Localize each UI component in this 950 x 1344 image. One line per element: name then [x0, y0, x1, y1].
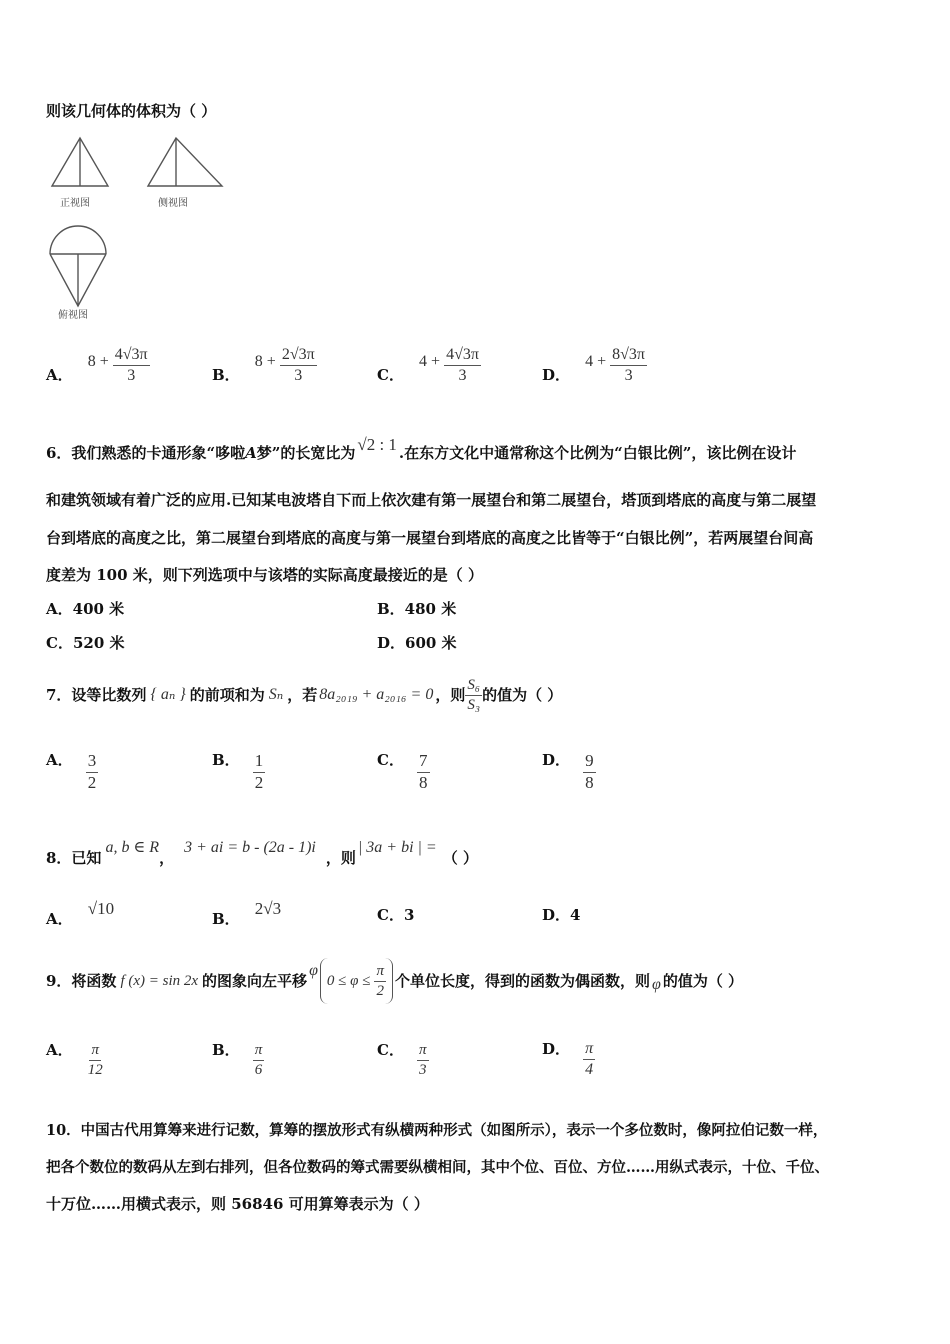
q8-option-c[interactable]: C．3	[377, 906, 415, 924]
front-view	[52, 138, 108, 186]
q7-option-a[interactable]: A． $\frac{3}{2}$	[46, 750, 97, 792]
three-view-figure	[44, 134, 234, 324]
caption-side-view: 侧视图	[158, 198, 188, 209]
q6-option-a[interactable]: A．400 米	[46, 600, 125, 618]
q6-option-c[interactable]: C．520 米	[46, 634, 125, 652]
q5-option-b-fraction: $\frac{2√3\pi}{3}$	[281, 346, 315, 384]
q9-option-b[interactable]: B． $\frac{\pi}{6}$	[212, 1040, 263, 1078]
q9-option-a[interactable]: A． $\frac{\pi}{12}$	[46, 1040, 103, 1078]
q7-condition: 8a₂₀₁₉ + a₂₀₁₆ = 0	[319, 686, 434, 703]
q5-option-c[interactable]: C． 4 + $\frac{4√3\pi}{3}$	[377, 346, 479, 384]
q9-range: 0 ≤ φ ≤ $\frac{\pi}{2}$	[320, 958, 393, 1004]
q6-line-1: 6．我们熟悉的卡通形象“哆啦A梦”的长宽比为 √2 : 1 .在东方文化中通常称这个比例为“白银比例”，该比例在设计	[46, 435, 797, 462]
q9-stem: 9．将函数 f (x) = sin 2x 的图象向左平移 φ 0 ≤ φ ≤ $\frac{\pi}{2}$ 个单位长度，得到的函数为偶函数，则 φ 的值为（ ）	[46, 956, 743, 1006]
caption-front-view: 正视图	[60, 198, 90, 209]
q8-option-a[interactable]: A． √10	[46, 899, 115, 928]
q10-line-2: 把各个数位的数码从左到右排列，但各位数码的筹式需要纵横相间，其中个位、百位、方位……用纵式表示，十位、千位、	[46, 1159, 829, 1176]
q10-line-3: 十万位……用横式表示，则 56846 可用算筹表示为（ ）	[46, 1195, 429, 1213]
q5-option-a-fraction: $\frac{4√3\pi}{3}$	[114, 346, 148, 384]
q7-stem: 7．设等比数列 { aₙ } 的前项和为 Sₙ ，若 8a₂₀₁₉ + a₂₀₁₆ = 0 ，则 $\frac{\text{S₆}}{\text{S₃}}$ 的值为（ ）	[46, 677, 563, 713]
q5-option-c-fraction: $\frac{4√3\pi}{3}$	[446, 346, 479, 384]
q7-ratio: $\frac{\text{S₆}}{\text{S₃}}$	[467, 677, 481, 713]
q5-option-b[interactable]: B． 8 + $\frac{2√3\pi}{3}$	[212, 346, 315, 384]
q6-line-4: 度差为 100 米，则下列选项中与该塔的实际高度最接近的是（ ）	[46, 566, 483, 584]
q8-option-d[interactable]: D．4	[542, 906, 581, 924]
q7-option-d[interactable]: D． $\frac{9}{8}$	[542, 750, 594, 792]
q9-option-d[interactable]: D． $\frac{\pi}{4}$	[542, 1039, 594, 1078]
q5-stem: 则该几何体的体积为（ ）	[46, 102, 217, 120]
q9-function: f (x) = sin 2x	[120, 972, 199, 989]
q7-option-b[interactable]: B． $\frac{1}{2}$	[212, 750, 264, 792]
q5-option-d-fraction: $\frac{8√3\pi}{3}$	[612, 346, 645, 384]
q10-line-1: 10．中国古代用算筹来进行记数，算筹的摆放形式有纵横两种形式（如图所示），表示一个多位数时，像阿拉伯记数一样，	[46, 1122, 828, 1139]
q8-modulus: | 3a + bi | =	[357, 839, 437, 856]
top-view	[50, 226, 106, 306]
q5-option-d[interactable]: D． 4 + $\frac{8√3\pi}{3}$	[542, 346, 645, 384]
q6-line-3: 台到塔底的高度之比，第二展望台到塔底的高度与第一展望台到塔底的高度之比皆等于“白银比例”，若两展望台间高	[46, 529, 814, 547]
q8-stem: 8．已知 a, b ∈ R ， 3 + ai = b - (2a - 1)i ，则 | 3a + bi | = （ ）	[46, 839, 478, 867]
q7-option-c[interactable]: C． $\frac{7}{8}$	[377, 750, 428, 792]
side-view	[148, 138, 222, 186]
q6-option-d[interactable]: D．600 米	[377, 634, 457, 652]
silver-ratio: √2 : 1	[357, 435, 397, 454]
q6-option-b[interactable]: B．480 米	[377, 600, 457, 618]
q7-sequence: { aₙ }	[150, 686, 186, 703]
caption-top-view: 俯视图	[58, 310, 88, 321]
q8-option-b[interactable]: B． 2√3	[212, 899, 282, 928]
q9-option-c[interactable]: C． $\frac{\pi}{3}$	[377, 1040, 427, 1078]
q5-option-a[interactable]: A． 8 + $\frac{4√3\pi}{3}$	[46, 346, 148, 384]
q6-line-2: 和建筑领域有着广泛的应用.已知某电波塔自下而上依次建有第一展望台和第二展望台，塔顶到塔底的高度与第二展望	[46, 491, 817, 509]
q8-equation: 3 + ai = b - (2a - 1)i	[184, 839, 316, 856]
